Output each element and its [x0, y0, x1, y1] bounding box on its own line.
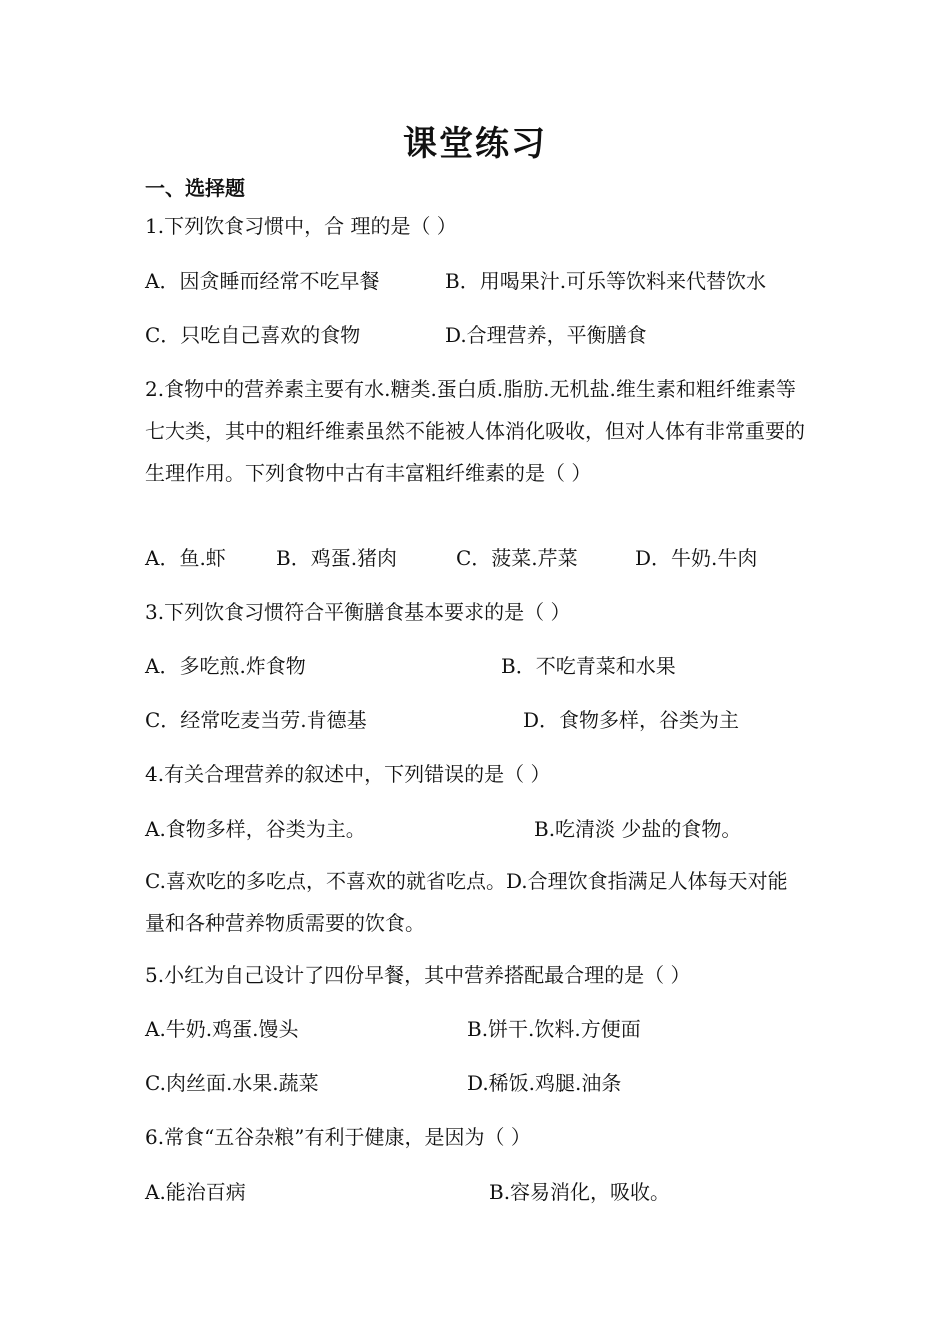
question-1-option-a: A．因贪睡而经常不吃早餐	[145, 269, 380, 293]
page-title: 课堂练习	[403, 124, 547, 164]
question-3-option-a: A．多吃煎.炸食物	[145, 654, 306, 678]
question-6-option-a: A.能治百病	[145, 1180, 246, 1204]
question-3-option-d: D．食物多样，谷类为主	[523, 708, 740, 732]
question-4-options-cd: C.喜欢吃的多吃点，不喜欢的就省吃点。D.合理饮食指满足人体每天对能量和各种营养物质需要的饮食。	[145, 869, 788, 935]
question-5-option-b: B.饼干.饮料.方便面	[467, 1017, 641, 1041]
question-5-option-c: C.肉丝面.水果.蔬菜	[145, 1071, 319, 1095]
question-3-option-b: B．不吃青菜和水果	[501, 654, 676, 678]
question-5-option-d: D.稀饭.鸡腿.油条	[467, 1071, 622, 1095]
question-1-option-d: D.合理营养，平衡膳食	[445, 323, 647, 347]
question-4-option-b: B.吃清淡 少盐的食物。	[534, 817, 742, 841]
question-6-option-b: B.容易消化，吸收。	[489, 1180, 671, 1204]
question-1-option-c: C．只吃自己喜欢的食物	[145, 323, 361, 347]
question-2-option-d: D．牛奶.牛肉	[635, 546, 758, 570]
section-heading: 一、选择题	[145, 176, 245, 200]
question-2-stem: 2.食物中的营养素主要有水.糖类.蛋白质.脂肪.无机盐.维生素和粗纤维素等七大类，其中的粗纤维素虽然不能被人体消化吸收，但对人体有非常重要的生理作用。下列食物中古有丰富粗纤维素的是（ ）	[145, 377, 805, 485]
question-3-option-c: C．经常吃麦当劳.肯德基	[145, 708, 367, 732]
question-6-stem: 6.常食“五谷杂粮”有利于健康，是因为（ ）	[145, 1125, 531, 1149]
question-1-stem: 1.下列饮食习惯中，合 理的是（ ）	[145, 214, 457, 238]
question-5-stem: 5.小红为自己设计了四份早餐，其中营养搭配最合理的是（ ）	[145, 963, 691, 987]
question-2-option-b: B．鸡蛋.猪肉	[276, 546, 398, 570]
question-1-option-b: B．用喝果汁.可乐等饮料来代替饮水	[445, 269, 767, 293]
question-5-option-a: A.牛奶.鸡蛋.馒头	[145, 1017, 299, 1041]
question-3-stem: 3.下列饮食习惯符合平衡膳食基本要求的是（ ）	[145, 600, 571, 624]
question-2-option-c: C．菠菜.芹菜	[456, 546, 578, 570]
question-2-option-a: A．鱼.虾	[145, 546, 226, 570]
question-4-option-a: A.食物多样，谷类为主。	[145, 817, 366, 841]
question-4-stem: 4.有关合理营养的叙述中，下列错误的是（ ）	[145, 762, 551, 786]
